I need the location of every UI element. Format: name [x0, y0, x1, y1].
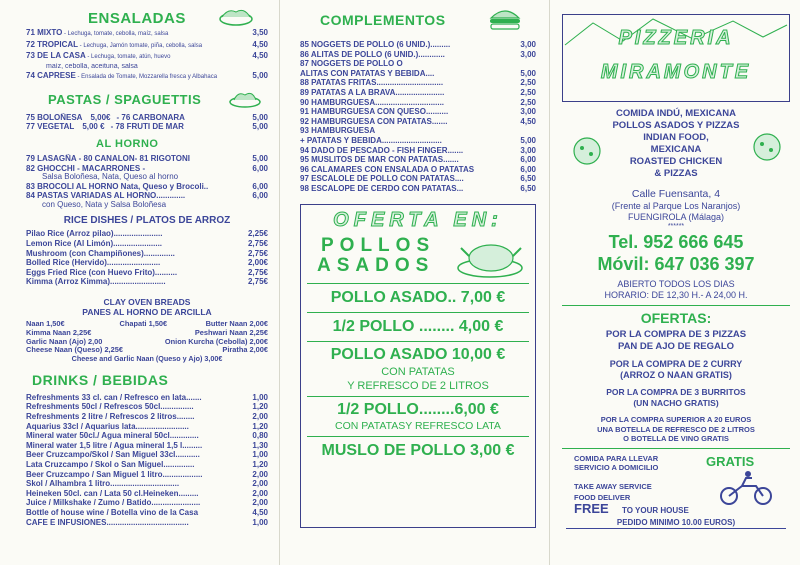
column-middle [284, 0, 544, 565]
oferta-asados: ASADOS [317, 254, 435, 276]
delivery-food-en: FOOD DELIVER [574, 492, 631, 502]
address-city: FUENGIROLA (Málaga) [627, 212, 725, 222]
complemento-item: 96 CALAMARES CON ENSALADA O PATATAS 6,00 [300, 164, 536, 174]
menu-item-ghocchi: 82 GHOCCHI - MACARRONES - 6,00 [26, 163, 268, 173]
pasta-plate-icon [228, 87, 262, 109]
rice-item: Pilao Rice (Arroz pilao)...................... 2,25€ [26, 229, 268, 239]
stars-divider: ****** [667, 223, 685, 230]
drink-item: Mineral water 1,5 litre / Agua mineral 1,5 l......... 1,30 [26, 440, 268, 450]
rice-item: Bolled Rice (Hervido)........................ 2,00€ [26, 258, 268, 268]
oferta-medio-pollo: 1/2 POLLO ........ 4,00 € [332, 317, 504, 335]
fold-line-1 [279, 0, 280, 565]
complemento-item: 90 HAMBURGUESA............................... 2,50 [300, 97, 536, 107]
drink-item: Refreshments 33 cl. can / Refresco en lata....... 1,00 [26, 392, 268, 402]
drink-item: Mineral water 50cl./ Agua mineral 50cl............. 0,80 [26, 431, 268, 441]
logo-miramonte: MIRAMONTE [600, 61, 752, 83]
complemento-item: 89 PATATAS A LA BRAVA...................... 2,50 [300, 87, 536, 97]
offer-pizzas-gift: PAN DE AJO DE REGALO [617, 341, 735, 352]
drink-item: Juice / Milkshake / Zumo / Batido...................... 2,00 [26, 498, 268, 508]
offer-curry: POR LA COMPRA DE 2 CURRY [609, 359, 743, 369]
tagline-5: ROASTED CHICKEN [629, 156, 723, 167]
address-landmark: (Frente al Parque Los Naranjos) [611, 201, 741, 211]
oferta-medio-pollo-patatas: 1/2 POLLO........6,00 € [337, 400, 499, 418]
drink-item: Lata Cruzcampo / Skol o San Miguel.............. 1,20 [26, 459, 268, 469]
oferta-patatas-lata: CON PATATASY REFRESCO LATA [335, 419, 501, 432]
tagline-4: MEXICANA [650, 144, 702, 155]
complemento-item: 93 HAMBURGUESA [300, 126, 376, 136]
menu-item-lasagna: 79 LASAGÑA - 80 CANALON- 81 RIGOTONI 5,00 [26, 154, 268, 164]
offer-burritos-gift: (UN NACHO GRATIS) [633, 398, 719, 408]
menu-item-pasta: 77 VEGETAL 5,00 € - 78 FRUTI DE MAR 5,00 [26, 122, 268, 132]
delivery-home-es: SERVICIO A DOMICILIO [574, 462, 659, 472]
delivery-minimum: PEDIDO MINIMO 10.00 EUROS) [566, 518, 786, 529]
logo-pizzeria: PIZZERIA [618, 27, 734, 49]
column-left [0, 0, 274, 565]
breads-title-es: PANES AL HORNO DE ARCILLA [82, 307, 212, 317]
offer-curry-gift: (ARROZ O NAAN GRATIS) [620, 370, 732, 380]
open-days: ABIERTO TODOS LOS DIAS [617, 279, 735, 289]
rice-item: Eggs Fried Rice (con Huevo Frito).......... 2,75€ [26, 267, 268, 277]
logo-box [562, 14, 790, 102]
complemento-item: 91 HAMBURGUESA CON QUESO.......... 3,00 [300, 107, 536, 117]
drinks-title: DRINKS / BEBIDAS [32, 371, 169, 388]
phone-line: Tel. 952 666 645 [608, 232, 744, 252]
salad-bowl-icon [218, 6, 254, 26]
mobile-number: 647 036 397 [654, 254, 755, 274]
complemento-item: + PATATAS Y BEBIDA........................... 5,00 [300, 135, 536, 145]
complemento-item: 94 DADO DE PESCADO - FISH FINGER....... 3,00 [300, 145, 536, 155]
drink-item: Beer Cruzcampo/Skol / San Miguel 33cl........... 1,00 [26, 450, 268, 460]
drink-item: Refreshments 50cl / Refrescos 50cl............... 1,20 [26, 402, 268, 412]
roast-chicken-icon [455, 238, 525, 280]
rice-item: Lemon Rice (Al Limón)...................... 2,75€ [26, 239, 268, 249]
offer-20-euros: POR LA COMPRA SUPERIOR A 20 EUROS [600, 415, 752, 424]
oferta-pollo-patatas: POLLO ASADO 10,00 € [330, 345, 506, 363]
complementos-title: COMPLEMENTOS [320, 12, 446, 28]
burger-icon [488, 6, 522, 32]
fold-line-2 [549, 0, 550, 565]
menu-item-ensalada: 73 DE LA CASA - Lechuga, tomate, atún, huevo 4,50 [26, 51, 268, 61]
delivery-section [562, 452, 790, 536]
delivery-takeaway-es: COMIDA PARA LLEVAR [574, 453, 659, 463]
complemento-item: 85 NOGGETS DE POLLO (6 UNID.)......... 3,00 [300, 40, 536, 49]
tagline-2: POLLOS ASADOS Y PIZZAS [612, 120, 740, 131]
menu-item-ensalada: 72 TROPICAL - Lechuga, Jamón tomate, piña, cebolla, salsa 4,50 [26, 39, 268, 49]
oferta-box [300, 204, 536, 528]
complemento-item: ALITAS CON PATATAS Y BEBIDA.... 5,00 [300, 68, 536, 78]
drink-item: Refreshments 2 litre / Refrescos 2 litros........ 2,00 [26, 411, 268, 421]
address-street: Calle Fuensanta, 4 [631, 188, 721, 200]
complemento-item: 87 NOGGETS DE POLLO O [300, 59, 403, 69]
complemento-item: 95 MUSLITOS DE MAR CON PATATAS....... 6,00 [300, 155, 536, 165]
offer-pizzas: POR LA COMPRA DE 3 PIZZAS [605, 329, 747, 340]
offer-burritos: POR LA COMPRA DE 3 BURRITOS [606, 387, 746, 397]
pizza-icon-left [564, 136, 610, 166]
complemento-item: 88 PATATAS FRITAS.............................. 2,50 [300, 78, 536, 88]
pizza-icon-right [744, 132, 790, 162]
rice-title: RICE DISHES / PLATOS DE ARROZ [63, 215, 231, 227]
oferta-title: OFERTA EN: [333, 208, 503, 231]
oferta-muslo: MUSLO DE POLLO 3,00 € [321, 441, 515, 459]
delivery-to-house: TO YOUR HOUSE [622, 505, 689, 515]
menu-item-pastas-variadas: 84 PASTAS VARIADAS AL HORNO............. 6,00 [26, 191, 268, 201]
motorbike-icon [718, 470, 774, 506]
casa-description: maíz, cebolla, aceituna, salsa [46, 62, 138, 70]
pastas-title: PASTAS / SPAGUETTIS [48, 91, 202, 107]
offer-refresco: UNA BOTELLA DE REFRESCO DE 2 LITROS [597, 424, 755, 434]
offer-vino: O BOTELLA DE VINO GRATIS [623, 434, 729, 443]
drink-item: CAFE E INFUSIONES..................................... 1,00 [26, 517, 268, 527]
menu-item-caprese: 74 CAPRESE - Ensalada de Tomate, Mozzarella fresca y Albahaca 5,00 [26, 71, 268, 81]
tagline-1: COMIDA INDÚ, MEXICANA [616, 108, 736, 119]
menu-item-pasta: 75 BOLOÑESA 5,00€ - 76 CARBONARA 5,00 [26, 112, 268, 122]
oferta-pollo-asado: POLLO ASADO.. 7,00 € [330, 288, 506, 306]
oferta-pollos: POLLOS [321, 234, 436, 256]
ensaladas-title: ENSALADAS [88, 10, 186, 27]
breads-title-en: CLAY OVEN BREADS [103, 297, 191, 307]
menu-item-ensalada: 71 MIXTO - Lechuga, tomate, cebolla, maíz, salsa 3,50 [26, 28, 268, 37]
oferta-refresco-2l: Y REFRESCO DE 2 LITROS [347, 379, 489, 392]
bread-row: Naan 1,50€ Chapati 1,50€ Butter Naan 2,00€ [26, 319, 268, 328]
complemento-item: 98 ESCALOPE DE CERDO CON PATATAS... 6,50 [300, 183, 536, 193]
complemento-item: 86 ALITAS DE POLLO (6 UNID.)............ 3,00 [300, 49, 536, 59]
horno-title: AL HORNO [96, 138, 159, 151]
drink-item: Aquarius 33cl / Aquarius lata........................ 1,20 [26, 421, 268, 431]
rice-item: Mushroom (con Champiñones).............. 2,75€ [26, 248, 268, 258]
delivery-free: FREE [574, 500, 609, 516]
column-right [552, 0, 800, 565]
complemento-item: 97 ESCALOLE DE POLLO CON PATATAS.... 6,50 [300, 174, 536, 184]
rice-item: Kimma (Arroz Kimma)......................... 2,75€ [26, 277, 268, 287]
oferta-con-patatas: CON PATATAS [381, 365, 455, 378]
ofertas-title: OFERTAS: [640, 310, 712, 326]
drink-item: Heineken 50cl. can / Lata 50 cl.Heineken......... 2,00 [26, 488, 268, 498]
drink-item: Bottle of house wine / Botella vino de la Casa 4,50 [26, 507, 268, 517]
complemento-item: 92 HAMBURGUESA CON PATATAS....... 4,50 [300, 116, 536, 126]
tagline-6: & PIZZAS [654, 168, 698, 179]
mobile-line: Móvil: 647 036 397 [597, 254, 755, 274]
bread-row: Kimma Naan 2,25€ Peshwari Naan 2,25€ [26, 327, 268, 337]
drink-item: Skol / Alhambra 1 litro............................... 2,00 [26, 479, 268, 489]
bread-cheese-garlic: Cheese and Garlic Naan (Queso y Ajo) 3,00€ [71, 355, 223, 364]
drink-item: Beer Cruzcampo / San Miguel 1 litro.................. 2,00 [26, 469, 268, 479]
menu-item-brocoli: 83 BROCOLI AL HORNO Nata, Queso y Brocoli.. 6,00 [26, 181, 268, 191]
variadas-description: con Queso, Nata y Salsa Boloñesa [42, 200, 167, 209]
delivery-takeaway-en: TAKE AWAY SERVICE [574, 481, 652, 491]
bread-row: Garlic Naan (Ajo) 2,00 Onion Kurcha (Cebolla) 2,00€ [26, 336, 268, 346]
open-hours: HORARIO: DE 12,30 H.- A 24,00 H. [604, 290, 748, 300]
delivery-gratis: GRATIS [706, 453, 755, 469]
ghocchi-description: Salsa Boloñesa, Nata, Queso al horno [42, 173, 179, 182]
bread-row: Cheese Naan (Queso) 2,25€ Piratha 2,00€ [26, 345, 268, 355]
tagline-3: INDIAN FOOD, [643, 132, 709, 143]
phone-number: 952 666 645 [643, 232, 744, 252]
